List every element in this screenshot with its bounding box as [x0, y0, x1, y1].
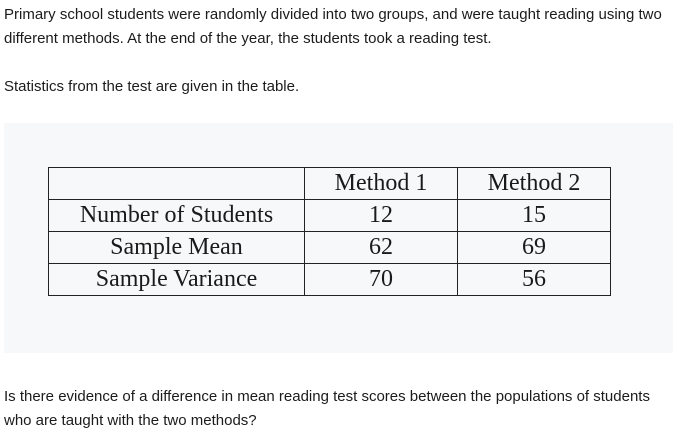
- table-row: [49, 200, 611, 232]
- table-row: [49, 232, 611, 264]
- cell-method-1-sample-variance: 70: [305, 264, 458, 296]
- cell-method-1-number-of-students: 12: [305, 200, 458, 232]
- row-label-number-of-students: Number of Students: [49, 200, 305, 232]
- question-paragraph: Is there evidence of a difference in mean reading test scores between the populations of students who are taught with the two methods?: [4, 388, 650, 429]
- header-cell-empty: [49, 168, 305, 200]
- cell-method-1-sample-mean: 62: [305, 232, 458, 264]
- table-header-row: [49, 168, 611, 200]
- header-cell-method-1: Method 1: [305, 168, 458, 200]
- row-label-sample-variance: Sample Variance: [49, 264, 305, 296]
- intro-paragraph: Primary school students were randomly divided into two groups, and were taught reading using two different methods. At the end of the year, the students took a reading test.: [4, 6, 662, 47]
- row-label-sample-mean: Sample Mean: [49, 232, 305, 264]
- table-row: [49, 264, 611, 296]
- cell-method-2-sample-variance: 56: [458, 264, 611, 296]
- statistics-table: [48, 167, 611, 296]
- stats-note-paragraph: Statistics from the test are given in the table.: [4, 78, 300, 95]
- table-panel: [4, 123, 673, 353]
- header-cell-method-2: Method 2: [458, 168, 611, 200]
- cell-method-2-number-of-students: 15: [458, 200, 611, 232]
- cell-method-2-sample-mean: 69: [458, 232, 611, 264]
